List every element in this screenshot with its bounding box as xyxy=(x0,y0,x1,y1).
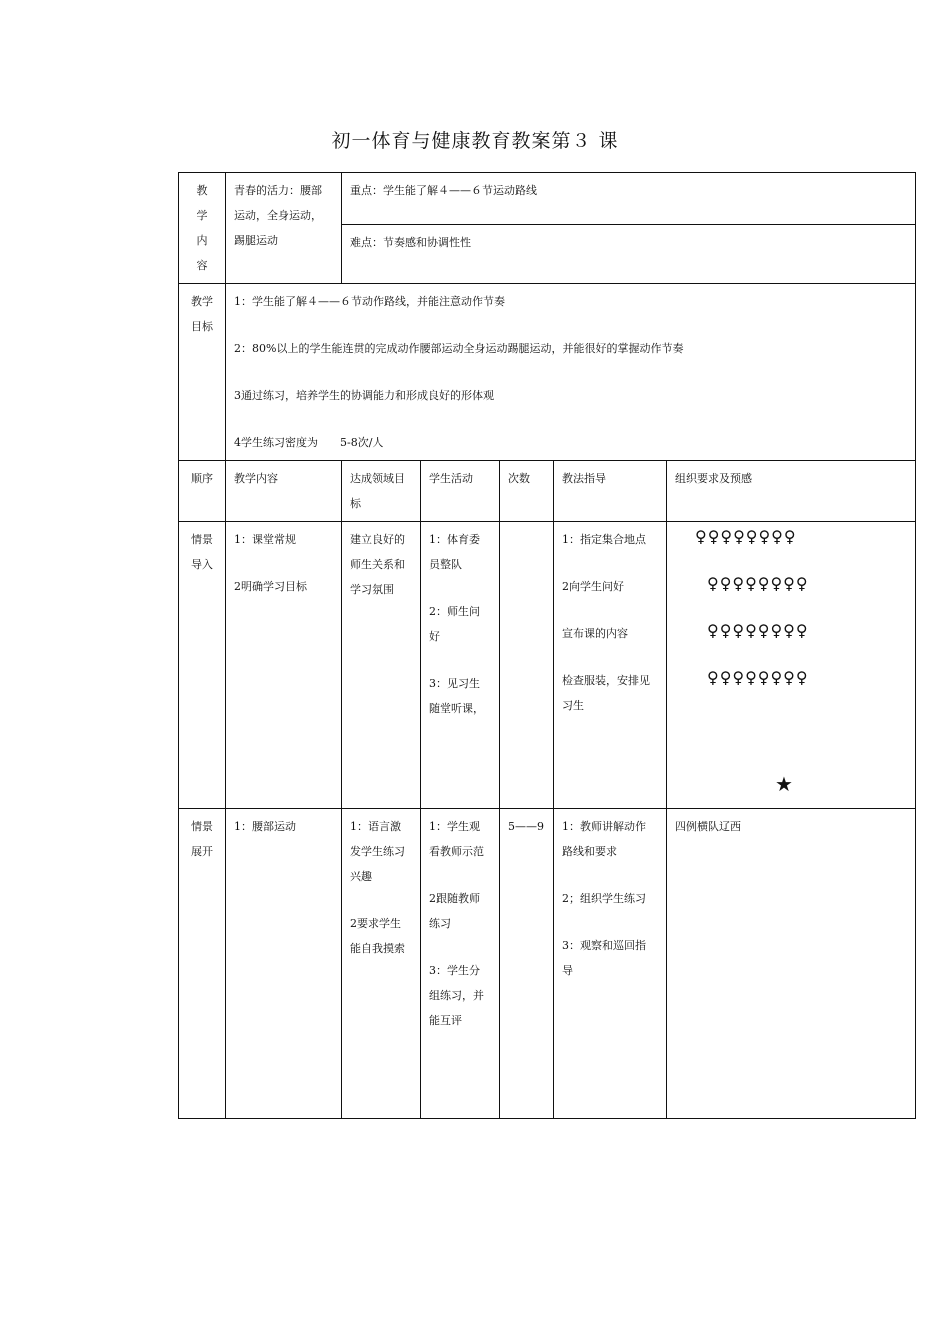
formation-row-3: ♀♀♀♀♀♀♀♀ xyxy=(707,621,809,640)
content-row-key xyxy=(179,173,916,225)
target-item xyxy=(350,911,412,961)
goals-row xyxy=(179,284,916,461)
method-item xyxy=(562,933,658,983)
activity-item xyxy=(429,958,491,1033)
stage-intro-row xyxy=(179,522,916,809)
stage-develop-activity xyxy=(421,809,500,1119)
method-item xyxy=(562,574,658,599)
stage-develop-method xyxy=(554,809,667,1119)
page-title: 初一体育与健康教育教案第３ 课 xyxy=(331,130,619,152)
activity-line: 2跟随教师 xyxy=(429,892,480,905)
header-target-line-2: 标 xyxy=(350,497,361,510)
activity-line: 3：见习生 xyxy=(429,677,480,690)
header-order: 顺序 xyxy=(179,461,226,522)
activity-item xyxy=(429,671,491,721)
goals-label-1: 教学 xyxy=(191,295,213,308)
target-line: 建立良好的 xyxy=(350,533,405,546)
teacher-star-icon: ★ xyxy=(775,772,793,796)
header-method: 教法指导 xyxy=(554,461,667,522)
stage-develop-organization: 四例横队辽西 xyxy=(667,809,916,1119)
header-activity: 学生活动 xyxy=(421,461,500,522)
content-item: 2明确学习目标 xyxy=(234,580,307,593)
content-label-3: 内 xyxy=(196,234,208,247)
target-item xyxy=(350,814,412,889)
activity-line: 练习 xyxy=(429,917,451,930)
method-line: 宣布课的内容 xyxy=(562,627,628,640)
content-label-1: 教 xyxy=(196,184,208,197)
goal-item: 4学生练习密度为 5-8次/人 xyxy=(234,436,384,449)
activity-line: 3：学生分 xyxy=(429,964,480,977)
method-item xyxy=(562,621,658,646)
method-line: 路线和要求 xyxy=(562,845,617,858)
header-target xyxy=(342,461,421,522)
method-line: 3：观察和巡回指 xyxy=(562,939,646,952)
method-item xyxy=(562,527,658,552)
method-item xyxy=(562,814,658,864)
key-point-cell xyxy=(342,173,916,225)
stage-develop-label-1: 情景 xyxy=(191,820,213,833)
activity-line: 能互评 xyxy=(429,1014,462,1027)
activity-line: 随堂听课， xyxy=(429,702,484,715)
topic-line-2: 运动，全身运动， xyxy=(234,209,322,222)
lesson-plan-table xyxy=(178,172,916,1119)
goal-item: 1：学生能了解４——６节动作路线，并能注意动作节奏 xyxy=(234,295,505,308)
difficulty-cell xyxy=(342,225,916,284)
header-count: 次数 xyxy=(500,461,554,522)
header-content: 教学内容 xyxy=(226,461,342,522)
header-row xyxy=(179,461,916,522)
stage-intro-target xyxy=(342,522,421,809)
method-line: 检查服装，安排见 xyxy=(562,674,650,687)
formation-row-4: ♀♀♀♀♀♀♀♀ xyxy=(707,668,809,687)
formation-row-2: ♀♀♀♀♀♀♀♀ xyxy=(707,574,809,593)
activity-item xyxy=(429,886,491,936)
activity-line: 1：体育委 xyxy=(429,533,480,546)
stage-intro-content xyxy=(226,522,342,809)
content-label-4: 容 xyxy=(196,259,208,272)
activity-line: 好 xyxy=(429,630,440,643)
stage-develop-target xyxy=(342,809,421,1119)
activity-line: 员整队 xyxy=(429,558,462,571)
method-line: 导 xyxy=(562,964,573,977)
activity-line: 1：学生观 xyxy=(429,820,480,833)
content-label-2: 学 xyxy=(196,209,208,222)
stage-intro-label xyxy=(179,522,226,809)
target-line: 兴趣 xyxy=(350,870,372,883)
activity-item xyxy=(429,814,491,864)
stage-develop-label xyxy=(179,809,226,1119)
topic-cell xyxy=(226,173,342,284)
target-line: 发学生练习 xyxy=(350,845,405,858)
method-line: 习生 xyxy=(562,699,584,712)
stage-develop-count: 5——9 xyxy=(500,809,554,1119)
method-line: 2；组织学生练习 xyxy=(562,892,646,905)
goals-label-cell xyxy=(179,284,226,461)
content-item: 1：腰部运动 xyxy=(234,820,296,833)
content-item: 1：课堂常规 xyxy=(234,533,296,546)
stage-intro-label-1: 情景 xyxy=(191,533,213,546)
method-item xyxy=(562,668,658,718)
method-item xyxy=(562,886,658,911)
activity-line: 看教师示范 xyxy=(429,845,484,858)
activity-line: 2：师生问 xyxy=(429,605,480,618)
stage-intro-activity xyxy=(421,522,500,809)
stage-develop-row xyxy=(179,809,916,1119)
stage-develop-content xyxy=(226,809,342,1119)
goals-label-2: 目标 xyxy=(191,320,213,333)
target-line: 学习氛围 xyxy=(350,583,394,596)
goals-cell xyxy=(226,284,916,461)
stage-intro-count xyxy=(500,522,554,809)
stage-develop-label-2: 展开 xyxy=(191,845,213,858)
activity-item xyxy=(429,527,491,577)
activity-item xyxy=(429,599,491,649)
method-line: 1：指定集合地点 xyxy=(562,533,646,546)
target-line: 师生关系和 xyxy=(350,558,405,571)
goal-item: 2：80%以上的学生能连贯的完成动作腰部运动全身运动踢腿运动，并能很好的掌握动作节奏 xyxy=(234,342,684,355)
stage-intro-formation xyxy=(667,522,916,809)
header-organization: 组织要求及预感 xyxy=(667,461,916,522)
method-line: 2向学生问好 xyxy=(562,580,624,593)
method-line: 1：教师讲解动作 xyxy=(562,820,646,833)
header-target-line-1: 达成领域目 xyxy=(350,472,405,485)
content-label-cell xyxy=(179,173,226,284)
activity-line: 组练习，并 xyxy=(429,989,484,1002)
goal-item: 3通过练习，培养学生的协调能力和形成良好的形体观 xyxy=(234,389,494,402)
key-point-text: 重点：学生能了解４——６节运动路线 xyxy=(350,184,537,197)
topic-line-1: 青春的活力：腰部 xyxy=(234,184,322,197)
stage-intro-method xyxy=(554,522,667,809)
target-line: 1：语言激 xyxy=(350,820,401,833)
topic-line-3: 踢腿运动 xyxy=(234,234,278,247)
difficulty-text: 难点：节奏感和协调性性 xyxy=(350,236,471,250)
target-line: 能自我摸索 xyxy=(350,942,405,955)
target-line: 2要求学生 xyxy=(350,917,401,930)
stage-intro-label-2: 导入 xyxy=(191,558,213,571)
formation-row-1: ♀♀♀♀♀♀♀♀ xyxy=(695,527,797,546)
